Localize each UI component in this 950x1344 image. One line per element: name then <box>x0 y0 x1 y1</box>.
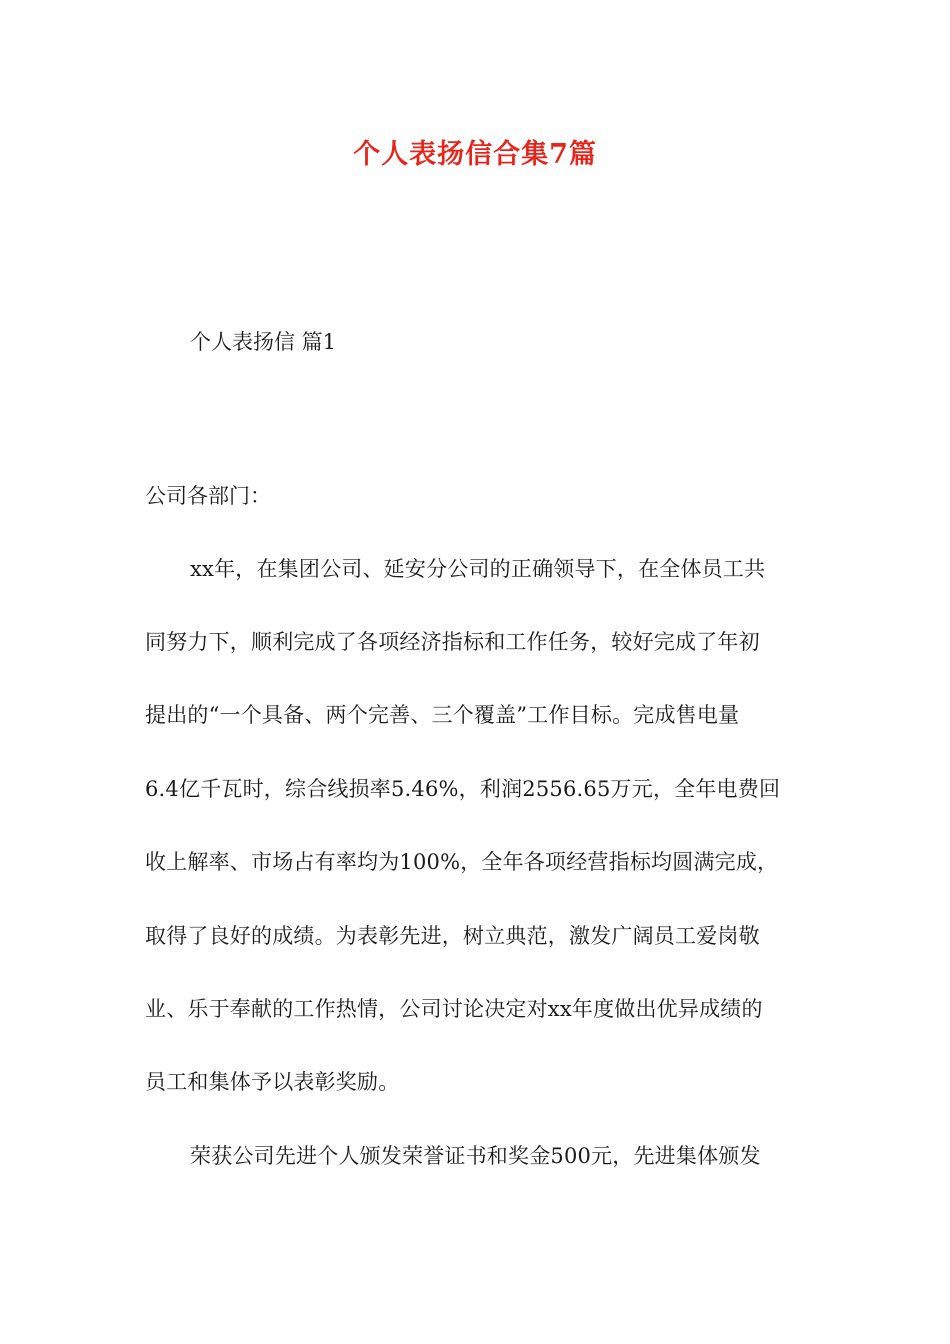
body-line: 员工和集体予以表彰奖励。 <box>145 1070 400 1094</box>
body-line: 取得了良好的成绩。为表彰先进，树立典范，激发广阔员工爱岗敬 <box>145 924 760 948</box>
body-line: 提出的“一个具备、两个完善、三个覆盖”工作目标。完成售电量 <box>145 703 740 727</box>
section-heading: 个人表扬信 篇1 <box>190 330 337 354</box>
body-line: 业、乐于奉献的工作热情，公司讨论决定对xx年度做出优异成绩的 <box>145 997 763 1021</box>
body-line: 6.4亿千瓦时，综合线损率5.46%，利润2556.65万元，全年电费回 <box>145 777 781 801</box>
body-line: xx年，在集团公司、延安分公司的正确领导下，在全体员工共 <box>190 557 766 581</box>
body-line: 同努力下，顺利完成了各项经济指标和工作任务，较好完成了年初 <box>145 630 760 654</box>
document-title: 个人表扬信合集7篇 <box>353 139 597 170</box>
body-line: 收上解率、市场占有率均为100%，全年各项经营指标均圆满完成， <box>145 850 779 874</box>
salutation: 公司各部门： <box>145 484 271 508</box>
body-line: 荣获公司先进个人颁发荣誉证书和奖金500元，先进集体颁发 <box>190 1144 761 1168</box>
